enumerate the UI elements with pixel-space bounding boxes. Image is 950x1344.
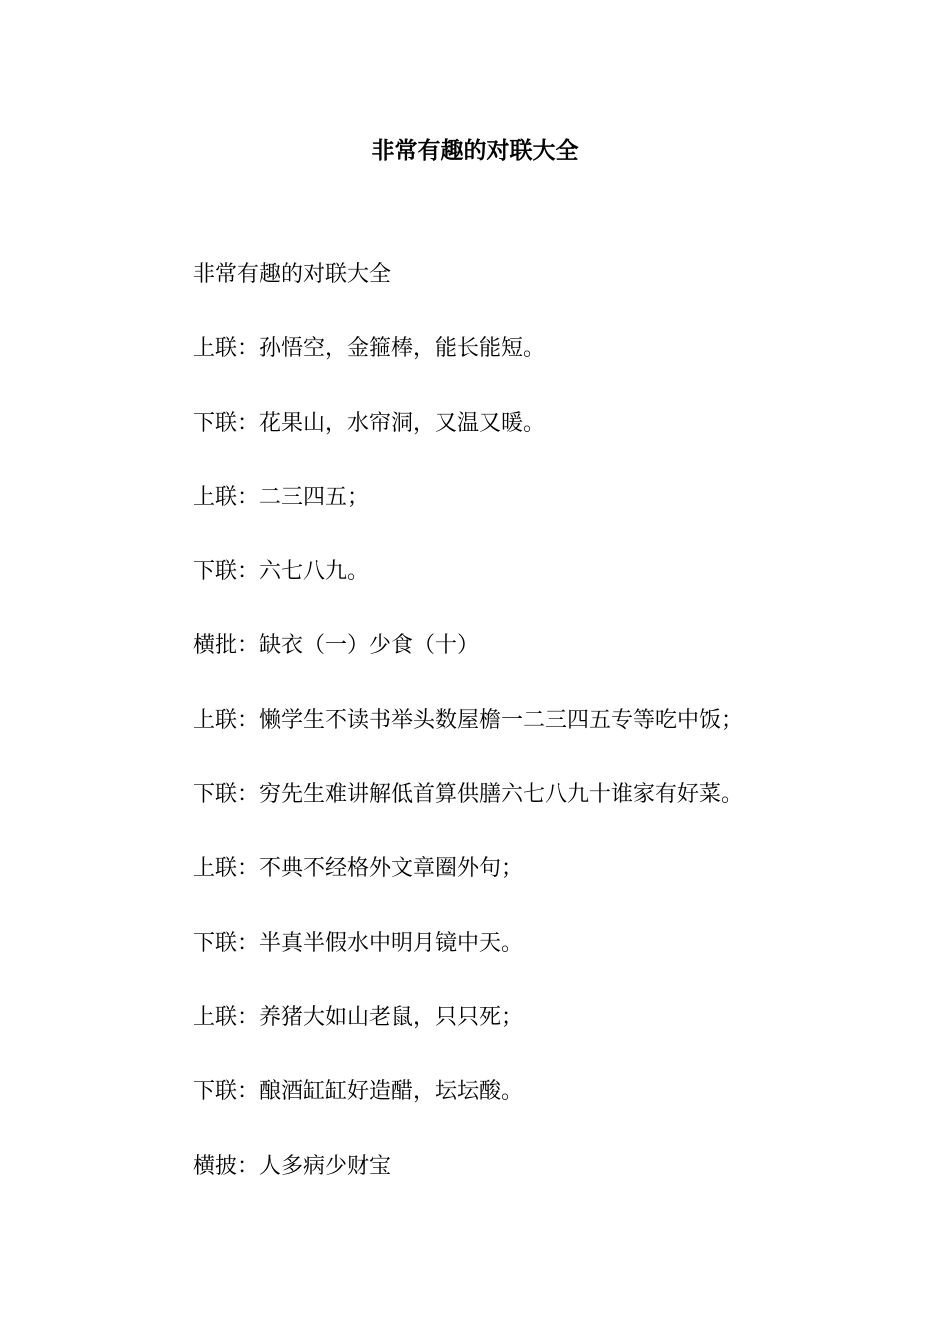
document-title: 非常有趣的对联大全: [371, 137, 579, 164]
couplet-line: 下联：穷先生难讲解低首算供膳六七八九十谁家有好菜。: [193, 782, 744, 808]
couplet-line: 上联：懒学生不读书举头数屋檐一二三四五专等吃中饭；: [193, 707, 744, 733]
couplet-line: 上联：孙悟空，金箍棒，能长能短。: [193, 336, 546, 362]
couplet-horizontal: 横披：人多病少财宝: [193, 1153, 392, 1179]
couplet-line: 下联：酿酒缸缸好造醋，坛坛酸。: [193, 1079, 524, 1105]
couplet-line: 上联：不典不经格外文章圈外句；: [193, 856, 524, 882]
couplet-line: 上联：养猪大如山老鼠，只只死；: [193, 1004, 524, 1030]
couplet-line: 上联：二三四五；: [193, 484, 370, 510]
couplet-line: 下联：半真半假水中明月镜中天。: [193, 930, 524, 956]
document-body: [193, 257, 893, 1223]
couplet-line: 下联：六七八九。: [193, 559, 370, 585]
couplet-line: 下联：花果山，水帘洞，又温又暖。: [193, 410, 546, 436]
paragraph-intro: 非常有趣的对联大全: [193, 262, 392, 287]
couplet-horizontal: 横批：缺衣（一）少食（十）: [193, 633, 480, 659]
